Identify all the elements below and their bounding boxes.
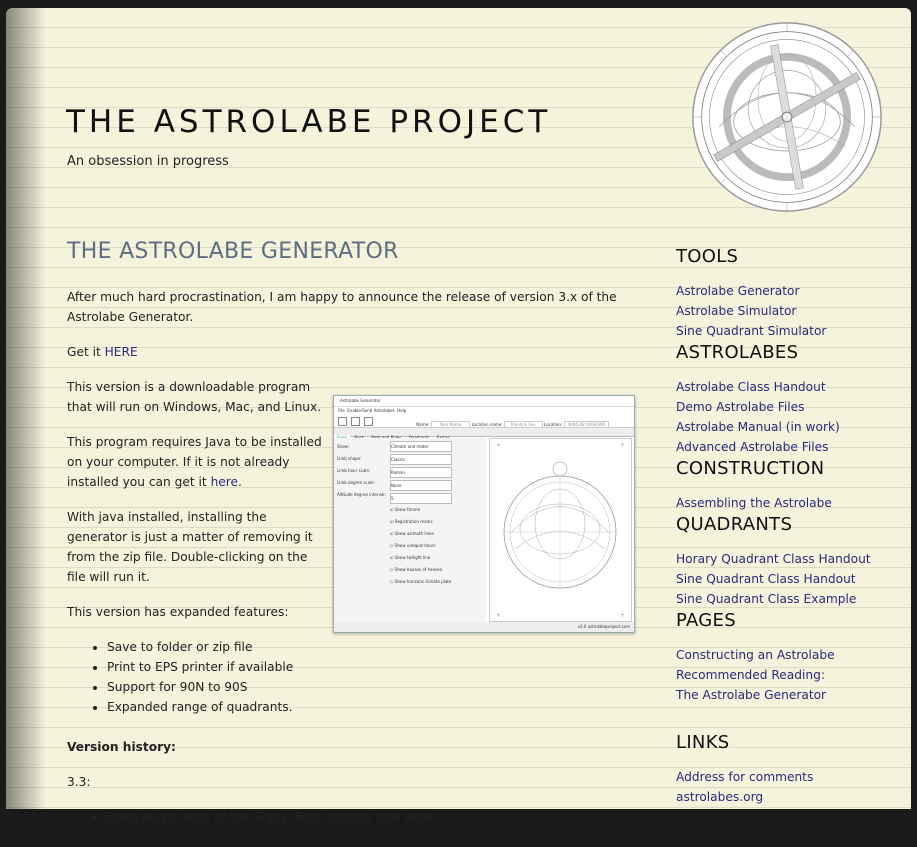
- site-tagline: An obsession in progress: [67, 154, 229, 169]
- screenshot-checkbox: ☑ Show azimuth lines: [390, 531, 434, 536]
- screenshot-option-label: Limb shape:: [337, 456, 362, 461]
- sidebar-link-label[interactable]: Recommended Reading:: [676, 668, 825, 682]
- generator-screenshot[interactable]: [333, 395, 635, 633]
- sidebar-link[interactable]: [676, 787, 813, 807]
- sidebar-link-label[interactable]: astrolabes.org: [676, 790, 764, 804]
- astrolabe-logo[interactable]: [690, 20, 884, 214]
- java-link[interactable]: here: [210, 475, 239, 489]
- screenshot-status: v3.0 astrolabeproject.com: [334, 622, 634, 632]
- screenshot-checkbox-label: Show twilight line: [394, 555, 431, 560]
- svg-text:+: +: [496, 612, 502, 619]
- screenshot-option-label: Limb degree scale:: [337, 480, 375, 485]
- sidebar-link[interactable]: [676, 645, 835, 665]
- widget-links: [676, 732, 813, 807]
- sidebar-link[interactable]: [676, 377, 840, 397]
- screenshot-checkbox: ☑ Show throne: [390, 507, 421, 512]
- screenshot-checkbox-label: Show throne: [394, 507, 421, 512]
- widget-heading-links: LINKS: [676, 732, 730, 753]
- screenshot-toolbar: [334, 415, 634, 428]
- screenshot-option-select: Roman: [390, 467, 452, 478]
- left-column: [67, 377, 325, 622]
- screenshot-option-select: Climate and mater: [390, 441, 452, 452]
- widget-heading-astrolabes: ASTROLABES: [676, 342, 799, 363]
- screenshot-checkbox-label: Show houses of heaven: [394, 567, 443, 572]
- feature-item: • Save to folder or zip file: [107, 637, 632, 657]
- widget-quadrants: [676, 514, 871, 609]
- download-link[interactable]: HERE: [104, 345, 138, 359]
- svg-text:+: +: [620, 442, 626, 449]
- feature-item: • Expanded range of quadrants.: [107, 697, 632, 717]
- sidebar-link[interactable]: [676, 397, 840, 417]
- sidebar-link[interactable]: [676, 569, 871, 589]
- sidebar-link[interactable]: [676, 493, 832, 513]
- sidebar-link-label[interactable]: Sine Quadrant Class Handout: [676, 572, 856, 586]
- screenshot-field-values: [390, 441, 452, 506]
- screenshot-checkbox: ☐ Show unequal hours: [390, 543, 436, 548]
- version-history-heading: Version history:: [67, 740, 176, 754]
- screenshot-menu-item: File: [338, 408, 345, 413]
- widget-pages: [676, 610, 835, 705]
- screenshot-field-labels: [337, 441, 389, 501]
- screenshot-field-label: Location:: [544, 422, 563, 427]
- sidebar-link[interactable]: [676, 665, 835, 685]
- screenshot-field-label: Location name:: [471, 422, 503, 427]
- version-list: [67, 807, 632, 827]
- sidebar-link[interactable]: [676, 767, 813, 787]
- sidebar-link-label[interactable]: Assembling the Astrolabe: [676, 496, 832, 510]
- screenshot-field-value: Prentice Vue: [504, 421, 543, 428]
- post-title[interactable]: THE ASTROLABE GENERATOR: [67, 239, 399, 264]
- sidebar-link-label[interactable]: Astrolabe Manual (in work): [676, 420, 840, 434]
- screenshot-preview: [489, 438, 632, 622]
- sidebar-link-label[interactable]: Demo Astrolabe Files: [676, 400, 805, 414]
- screenshot-checkbox-label: Show unequal hours: [394, 543, 436, 548]
- widget-heading-quadrants: QUADRANTS: [676, 514, 793, 535]
- feature-item: • Support for 90N to 90S: [107, 677, 632, 697]
- feature-item: • Print to EPS printer if available: [107, 657, 632, 677]
- screenshot-checkbox: ☑ Registration marks: [390, 519, 433, 524]
- sidebar-link-label[interactable]: Astrolabe Generator: [676, 284, 800, 298]
- sidebar-link[interactable]: [676, 549, 871, 569]
- screenshot-field-label: Name:: [416, 422, 430, 427]
- screenshot-menu-item: Enable/Send Astrolabes: [347, 408, 395, 413]
- widget-heading-pages: PAGES: [676, 610, 736, 631]
- sidebar-link-label[interactable]: Astrolabe Class Handout: [676, 380, 826, 394]
- get-it-text: Get it: [67, 345, 105, 359]
- screenshot-checkbox: ☑ Show twilight line: [390, 555, 431, 560]
- features-intro: This version has expanded features:: [67, 605, 289, 619]
- screenshot-tabs: [334, 428, 634, 437]
- screenshot-field-value: Your Name: [431, 421, 471, 428]
- screenshot-checkbox: ☐ Show houses of heaven: [390, 567, 443, 572]
- widget-tools: [676, 246, 826, 341]
- screenshot-astrolabe-preview: [490, 439, 631, 621]
- screenshot-option-select: Classic: [390, 454, 452, 465]
- intro-paragraph: After much hard procrastination, I am happy to announce the release of version 3.x of the Astrolabe Generator.: [67, 290, 617, 324]
- java-paragraph: [67, 432, 325, 492]
- sidebar-link-label[interactable]: Sine Quadrant Simulator: [676, 324, 827, 338]
- screenshot-options-panel: [334, 438, 486, 622]
- screenshot-option-select: None: [390, 480, 452, 491]
- sidebar-link-label[interactable]: Astrolabe Simulator: [676, 304, 797, 318]
- main-content: [67, 239, 632, 847]
- sidebar-link-label[interactable]: Sine Quadrant Class Example: [676, 592, 857, 606]
- sidebar-link[interactable]: [676, 417, 840, 437]
- svg-text:+: +: [496, 442, 502, 449]
- sidebar-link-label[interactable]: The Astrolabe Generator: [676, 688, 827, 702]
- svg-text:+: +: [620, 612, 626, 619]
- sidebar-link[interactable]: [676, 589, 871, 609]
- screenshot-option-select: 5: [390, 493, 452, 504]
- screenshot-option-label: Altitude degree interval:: [337, 492, 386, 497]
- sidebar-link-label[interactable]: Horary Quadrant Class Handout: [676, 552, 871, 566]
- screenshot-menubar: [334, 407, 634, 415]
- screenshot-option-label: Limb hour scale:: [337, 468, 371, 473]
- sidebar-link[interactable]: [676, 321, 826, 341]
- java-suffix: .: [238, 475, 242, 489]
- screenshot-titlebar: Astrolabe Generator: [334, 396, 634, 407]
- version-history-label: [67, 737, 632, 757]
- screenshot-checkbox: ☐ Show horizons climate plate: [390, 579, 452, 584]
- screenshot-checkbox-label: Show horizons climate plate: [394, 579, 452, 584]
- screenshot-checkbox-label: Show azimuth lines: [394, 531, 434, 536]
- get-it-paragraph: [67, 342, 632, 362]
- sidebar-link-label[interactable]: Advanced Astrolabe Files: [676, 440, 829, 454]
- screenshot-menu-item: Help: [397, 408, 407, 413]
- sidebar-link-label[interactable]: Address for comments: [676, 770, 814, 784]
- sidebar-link[interactable]: [676, 301, 826, 321]
- site-title[interactable]: THE ASTROLABE PROJECT: [66, 104, 552, 140]
- java-text: This program requires Java to be installed on your computer. If it is not already installed you can get it: [67, 435, 322, 489]
- screenshot-checkbox-label: Registration marks: [394, 519, 433, 524]
- version-item: • Fixed bug in Arcs of the Signs. Both options now work.: [107, 807, 632, 827]
- screenshot-field-value: 40N53W 000000W: [564, 421, 610, 428]
- screenshot-option-label: Show:: [337, 444, 349, 449]
- widget-heading-construction: CONSTRUCTION: [676, 458, 825, 479]
- install-paragraph: With java installed, installing the generator is just a matter of removing it from the zip file. Double-clicking on the file will run it.: [67, 510, 313, 584]
- sidebar-link-label[interactable]: Constructing an Astrolabe: [676, 648, 835, 662]
- widget-heading-tools: TOOLS: [676, 246, 739, 267]
- sidebar-link[interactable]: [676, 437, 840, 457]
- download-paragraph: This version is a downloadable program that will run on Windows, Mac, and Linux.: [67, 380, 322, 414]
- widget-construction: [676, 458, 832, 513]
- sidebar-link[interactable]: [676, 685, 835, 705]
- page: [6, 8, 911, 824]
- version-label: 3.3:: [67, 775, 91, 789]
- features-list: [67, 637, 632, 717]
- widget-astrolabes: [676, 342, 840, 457]
- screenshot-checkboxes: [390, 504, 451, 588]
- sidebar-link[interactable]: [676, 281, 826, 301]
